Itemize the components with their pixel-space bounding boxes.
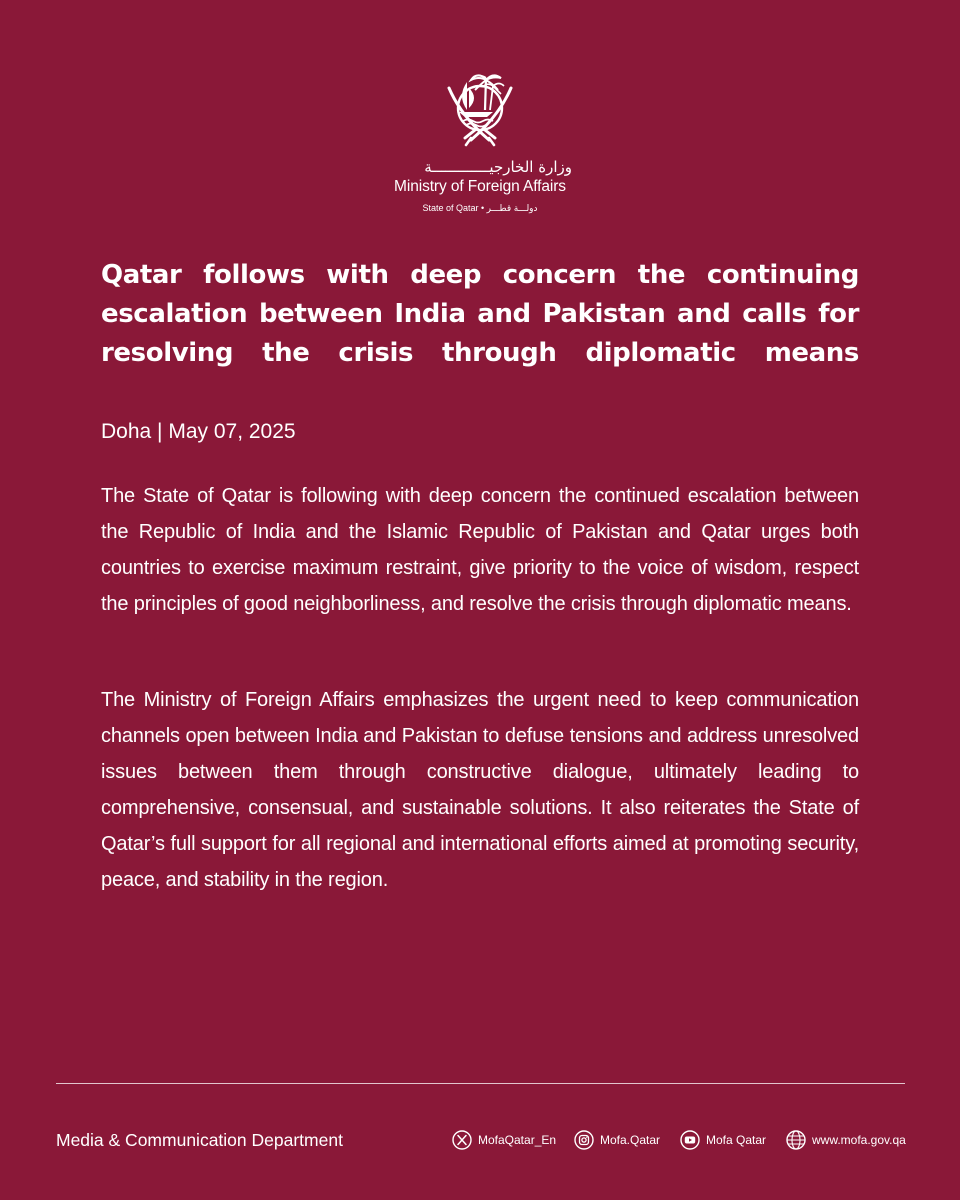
social-link-youtube[interactable]: [680, 1127, 766, 1153]
youtube-icon: [680, 1130, 700, 1150]
qatar-emblem-icon: [441, 68, 519, 154]
social-link-website[interactable]: [786, 1127, 906, 1153]
instagram-icon: [574, 1130, 594, 1150]
social-link-instagram[interactable]: [574, 1127, 660, 1153]
social-label-youtube: Mofa Qatar: [706, 1133, 767, 1147]
state-of-qatar-line: State of Qatar • دولـــة قطـــر: [422, 203, 538, 213]
dateline: Doha | May 07, 2025: [101, 420, 296, 443]
footer-divider: [56, 1083, 905, 1084]
body-paragraph-2: The Ministry of Foreign Affairs emphasizes the urgent need to keep communication channels open between India and Pakistan to defuse tensions and address unresolved issues between them through constructive dialogue, ultimately leading to comprehensive, consensual, and sustainable solutions. It also reiterates the State of Qatar’s full support for all regional and international efforts aimed at promoting security, peace, and stability in the region.: [101, 689, 859, 891]
body-paragraph-1: The State of Qatar is following with deep concern the continued escalation between the Republic of India and the Islamic Republic of Pakistan and Qatar urges both countries to exercise maximum restraint, give priority to the voice of wisdom, respect the principles of good neighborliness, and resolve the crisis through diplomatic means.: [101, 485, 859, 615]
ministry-logo: [0, 68, 960, 213]
social-label-website: www.mofa.gov.qa: [812, 1133, 906, 1147]
ministry-name-arabic: وزارة الخارجيـــــــــــــة: [424, 158, 572, 176]
social-label-x: MofaQatar_En: [478, 1133, 557, 1147]
ministry-name-english: Ministry of Foreign Affairs: [394, 178, 566, 195]
x-icon: [452, 1130, 472, 1150]
globe-icon: [786, 1130, 806, 1150]
department-name: Media & Communication Department: [56, 1130, 343, 1150]
page-title: Qatar follows with deep concern the continuing escalation between India and Pakistan and calls for resolving the crisis through diplomatic means: [101, 260, 859, 368]
social-link-x[interactable]: [452, 1127, 556, 1153]
social-label-instagram: Mofa.Qatar: [600, 1133, 661, 1147]
